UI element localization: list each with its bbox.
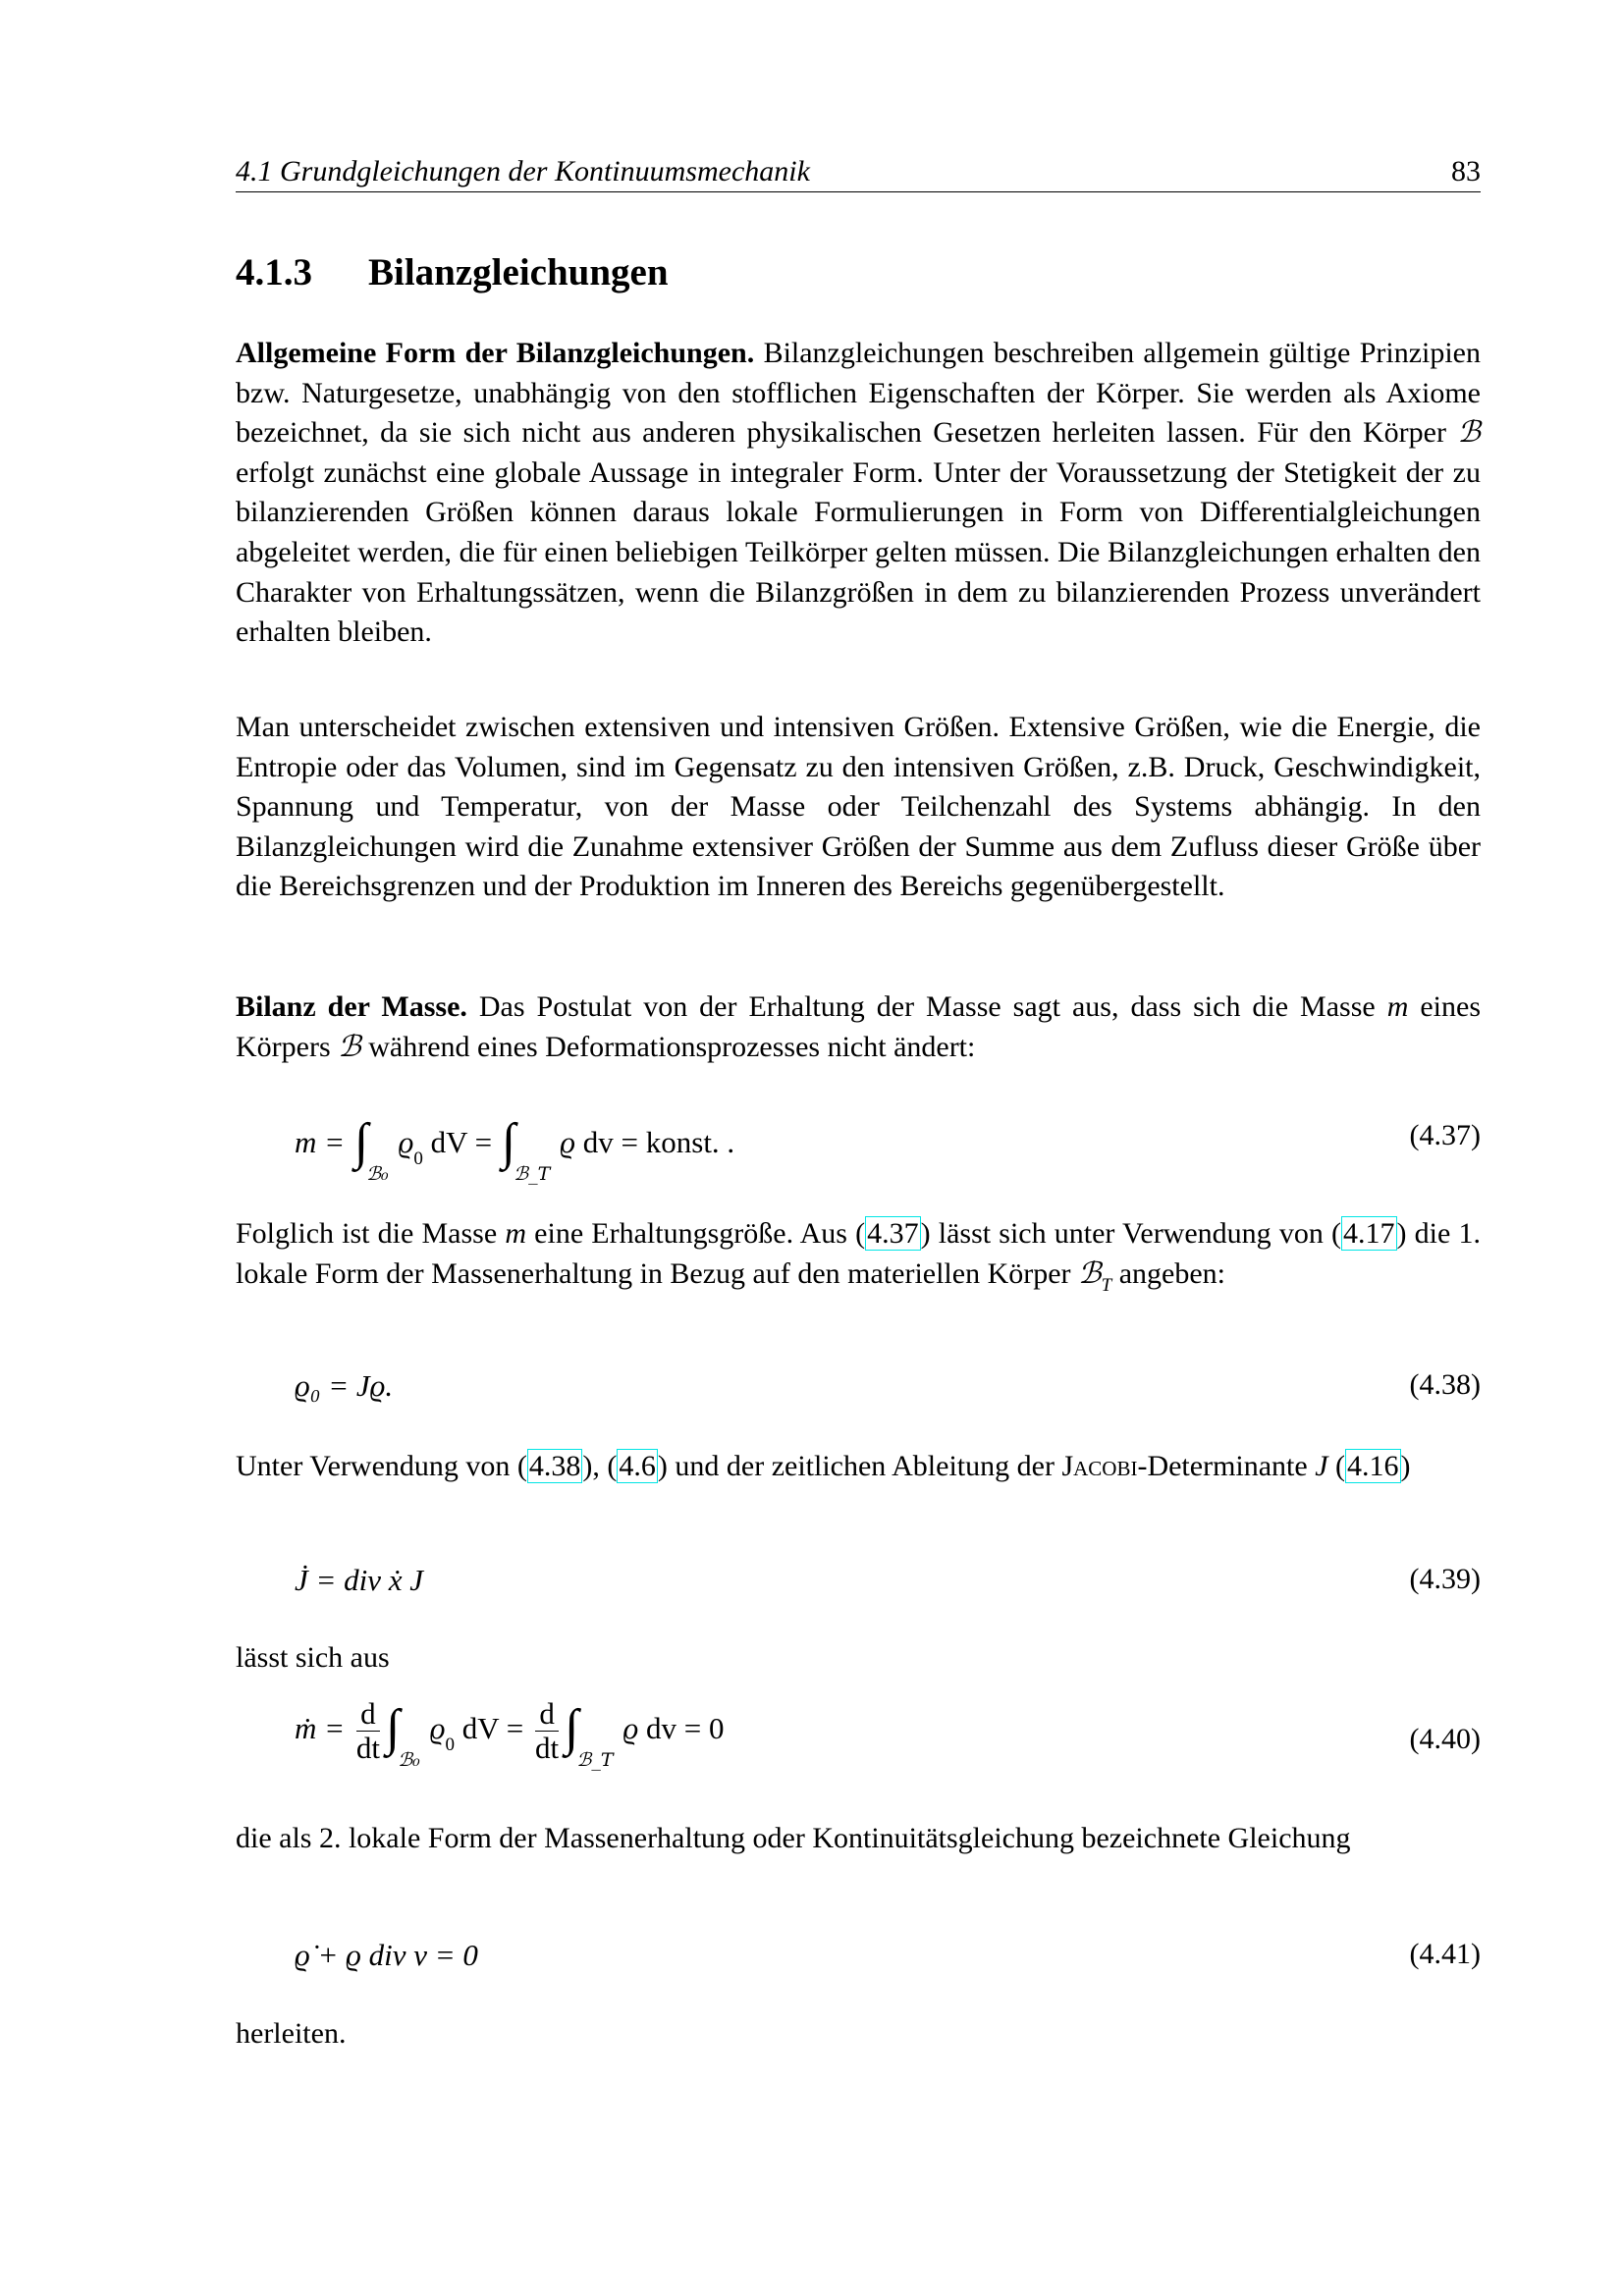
integral-sign: ∫ (353, 1114, 369, 1170)
integral-limit: ℬ_T (514, 1163, 551, 1185)
eq-symbol: ϱ (398, 1125, 414, 1159)
equation-number: (4.40) (1409, 1723, 1481, 1755)
math-symbol: m (1386, 990, 1409, 1023)
section-heading (236, 250, 669, 294)
paragraph-text: Unter Verwendung von (236, 1450, 517, 1482)
eq-text: dv = 0 (638, 1711, 725, 1745)
integral-limit: ℬ₀ (366, 1163, 389, 1185)
fraction (535, 1697, 559, 1765)
paragraph-text: lässt sich unter Verwendung von (930, 1217, 1332, 1250)
integral-limit: ℬ_T (576, 1749, 614, 1771)
paragraph-text: erfolgt zunächst eine globale Aussage in integraler Form. Unter der Voraussetzung der Stetigkeit der zu bilanzierenden Größen können daraus lokale Formulierungen in Form von Differentialgleichungen abgeleitet werden, die für einen beliebigen Teilkörper gelten müssen. Die Bilanzgleichungen erhalten den Charakter von Erhaltungssätzen, wenn die Bilanzgrößen in dem zu bilanzierenden Prozess unverändert erhalten bleiben. (236, 455, 1481, 649)
running-title: 4.1 Grundgleichungen der Kontinuumsmechanik (236, 155, 810, 187)
paragraph-extensive: Man unterscheidet zwischen extensiven und intensiven Größen. Extensive Größen, wie die Energie, die Entropie oder das Volumen, sind im Gegensatz zu den intensiven Größen, z.B. Druck, Geschwindigkeit, Spannung und Temperatur, von der Masse oder Teilchenzahl des Systems abhängig. In den Bilanzgleichungen wird die Zunahme extensiver Größen der Summe aus dem Zufluss dieser Größe über die Bereichsgrenzen und der Produktion im Inneren des Bereichs gegenübergestellt. (236, 711, 1481, 903)
eq-symbol: ϱ (622, 1711, 639, 1745)
eq-lhs: ṁ = (295, 1711, 346, 1745)
equation-number: (4.41) (1409, 1938, 1481, 1970)
paragraph-text: Das Postulat von der Erhaltung der Masse sagt aus, dass sich die Masse (466, 990, 1387, 1023)
paragraph-text: Folglich ist die Masse (236, 1217, 506, 1250)
fraction-denominator: dt (535, 1731, 560, 1766)
math-subscript: T (1101, 1274, 1112, 1296)
eq-text: dV = (422, 1125, 493, 1159)
fraction-numerator: d (356, 1697, 380, 1732)
equation-reference-link[interactable]: 4.38 (528, 1450, 581, 1482)
paragraph-continuity: die als 2. lokale Form der Massenerhaltung oder Kontinuitätsgleichung bezeichnete Gleichung (236, 1822, 1351, 1854)
equation-reference-link[interactable]: 4.17 (1343, 1217, 1395, 1250)
math-symbol: m (505, 1217, 526, 1250)
eq-lhs: m = (295, 1125, 346, 1159)
running-head (236, 152, 1481, 192)
paragraph-mass-balance (236, 988, 1481, 1067)
person-name: Jacobi (1061, 1450, 1138, 1482)
paragraph-conservation: Folglich ist die Masse m eine Erhaltungsgröße. Aus (4.37) lässt sich unter Verwendung von (4.17) die 1. lokale Form der Massenerhaltung in Bezug auf den materiellen Körper ℬ$_T$ angeben: (236, 1217, 1482, 1296)
paragraph-text: und der zeitlichen Ableitung der (667, 1450, 1062, 1482)
integral-sign: ∫ (385, 1700, 401, 1756)
paragraph-general-form (236, 334, 1481, 653)
runin-heading: Allgemeine Form der Bilanzgleichungen. (236, 337, 755, 369)
paragraph-text: Bilanzgleichungen beschreiben allgemein gültige Prinzipien bzw. Naturgesetze, unabhängig von den stofflichen Eigenschaften der Körper. Sie werden als Axiome bezeichnet, da sie sich nicht aus anderen physikalischen Gesetzen herleiten lassen. Für den Körper (236, 337, 1481, 450)
equation-4-40 (295, 1693, 1481, 1782)
paragraph-text: während eines Deformationsprozesses nicht ändert: (360, 1030, 976, 1063)
eq-subscript: 0 (413, 1148, 423, 1169)
section-title: Bilanzgleichungen (368, 251, 669, 294)
paragraph-text: eine Erhaltungsgröße. Aus (526, 1217, 856, 1250)
equation-number: (4.38) (1409, 1368, 1481, 1401)
integral-sign: ∫ (501, 1114, 516, 1170)
eq-body: J̇ = div ẋ J (295, 1563, 424, 1597)
paragraph-text: eines Körpers (236, 990, 1481, 1063)
integral-limit: ℬ₀ (398, 1749, 420, 1771)
fraction-numerator: d (535, 1697, 559, 1732)
equation-reference-link[interactable]: 4.16 (1347, 1450, 1399, 1482)
fraction (356, 1697, 380, 1765)
equation-4-41 (295, 1938, 1481, 2026)
fraction-denominator: dt (355, 1731, 380, 1766)
integral-sign: ∫ (565, 1700, 579, 1756)
math-symbol: ℬ (1078, 1255, 1102, 1291)
equation-reference-link[interactable]: 4.37 (867, 1217, 919, 1250)
eq-text: dv = konst. . (575, 1125, 735, 1159)
paragraph-jacobi: Unter Verwendung von (4.38), (4.6) und der zeitlichen Ableitung der Jacobi-Determinante J (4.16) (236, 1450, 1411, 1482)
paragraph-conclusion: herleiten. (236, 2017, 347, 2050)
paragraph-from: lässt sich aus (236, 1641, 390, 1674)
eq-body: ϱ̇ + ϱ div v = 0 (295, 1938, 478, 1972)
math-symbol: ℬ (1457, 415, 1481, 451)
eq-body: ϱ₀ = Jϱ. (295, 1368, 394, 1403)
runin-heading: Bilanz der Masse. (236, 990, 467, 1023)
eq-symbol: ϱ (560, 1125, 576, 1159)
math-symbol: ℬ (338, 1029, 361, 1064)
equation-number: (4.39) (1409, 1563, 1481, 1595)
equation-4-37 (295, 1107, 1481, 1196)
section-number: 4.1.3 (236, 251, 312, 294)
equation-reference-link[interactable]: 4.6 (619, 1450, 656, 1482)
paragraph-text: angeben: (1111, 1256, 1225, 1290)
equation-4-38 (295, 1368, 1481, 1457)
eq-symbol: ϱ (429, 1711, 446, 1745)
eq-subscript: 0 (445, 1735, 455, 1755)
paragraph-text: , (592, 1450, 608, 1482)
page-number: 83 (1451, 155, 1481, 187)
paragraph-text: die 1. lokale Form der Massenerhaltung in Bezug auf den materiellen Körper (236, 1217, 1482, 1290)
eq-text: dV = (454, 1711, 524, 1745)
math-symbol: J (1315, 1450, 1328, 1482)
equation-number: (4.37) (1409, 1119, 1481, 1151)
paragraph-text: -Determinante (1137, 1450, 1316, 1482)
